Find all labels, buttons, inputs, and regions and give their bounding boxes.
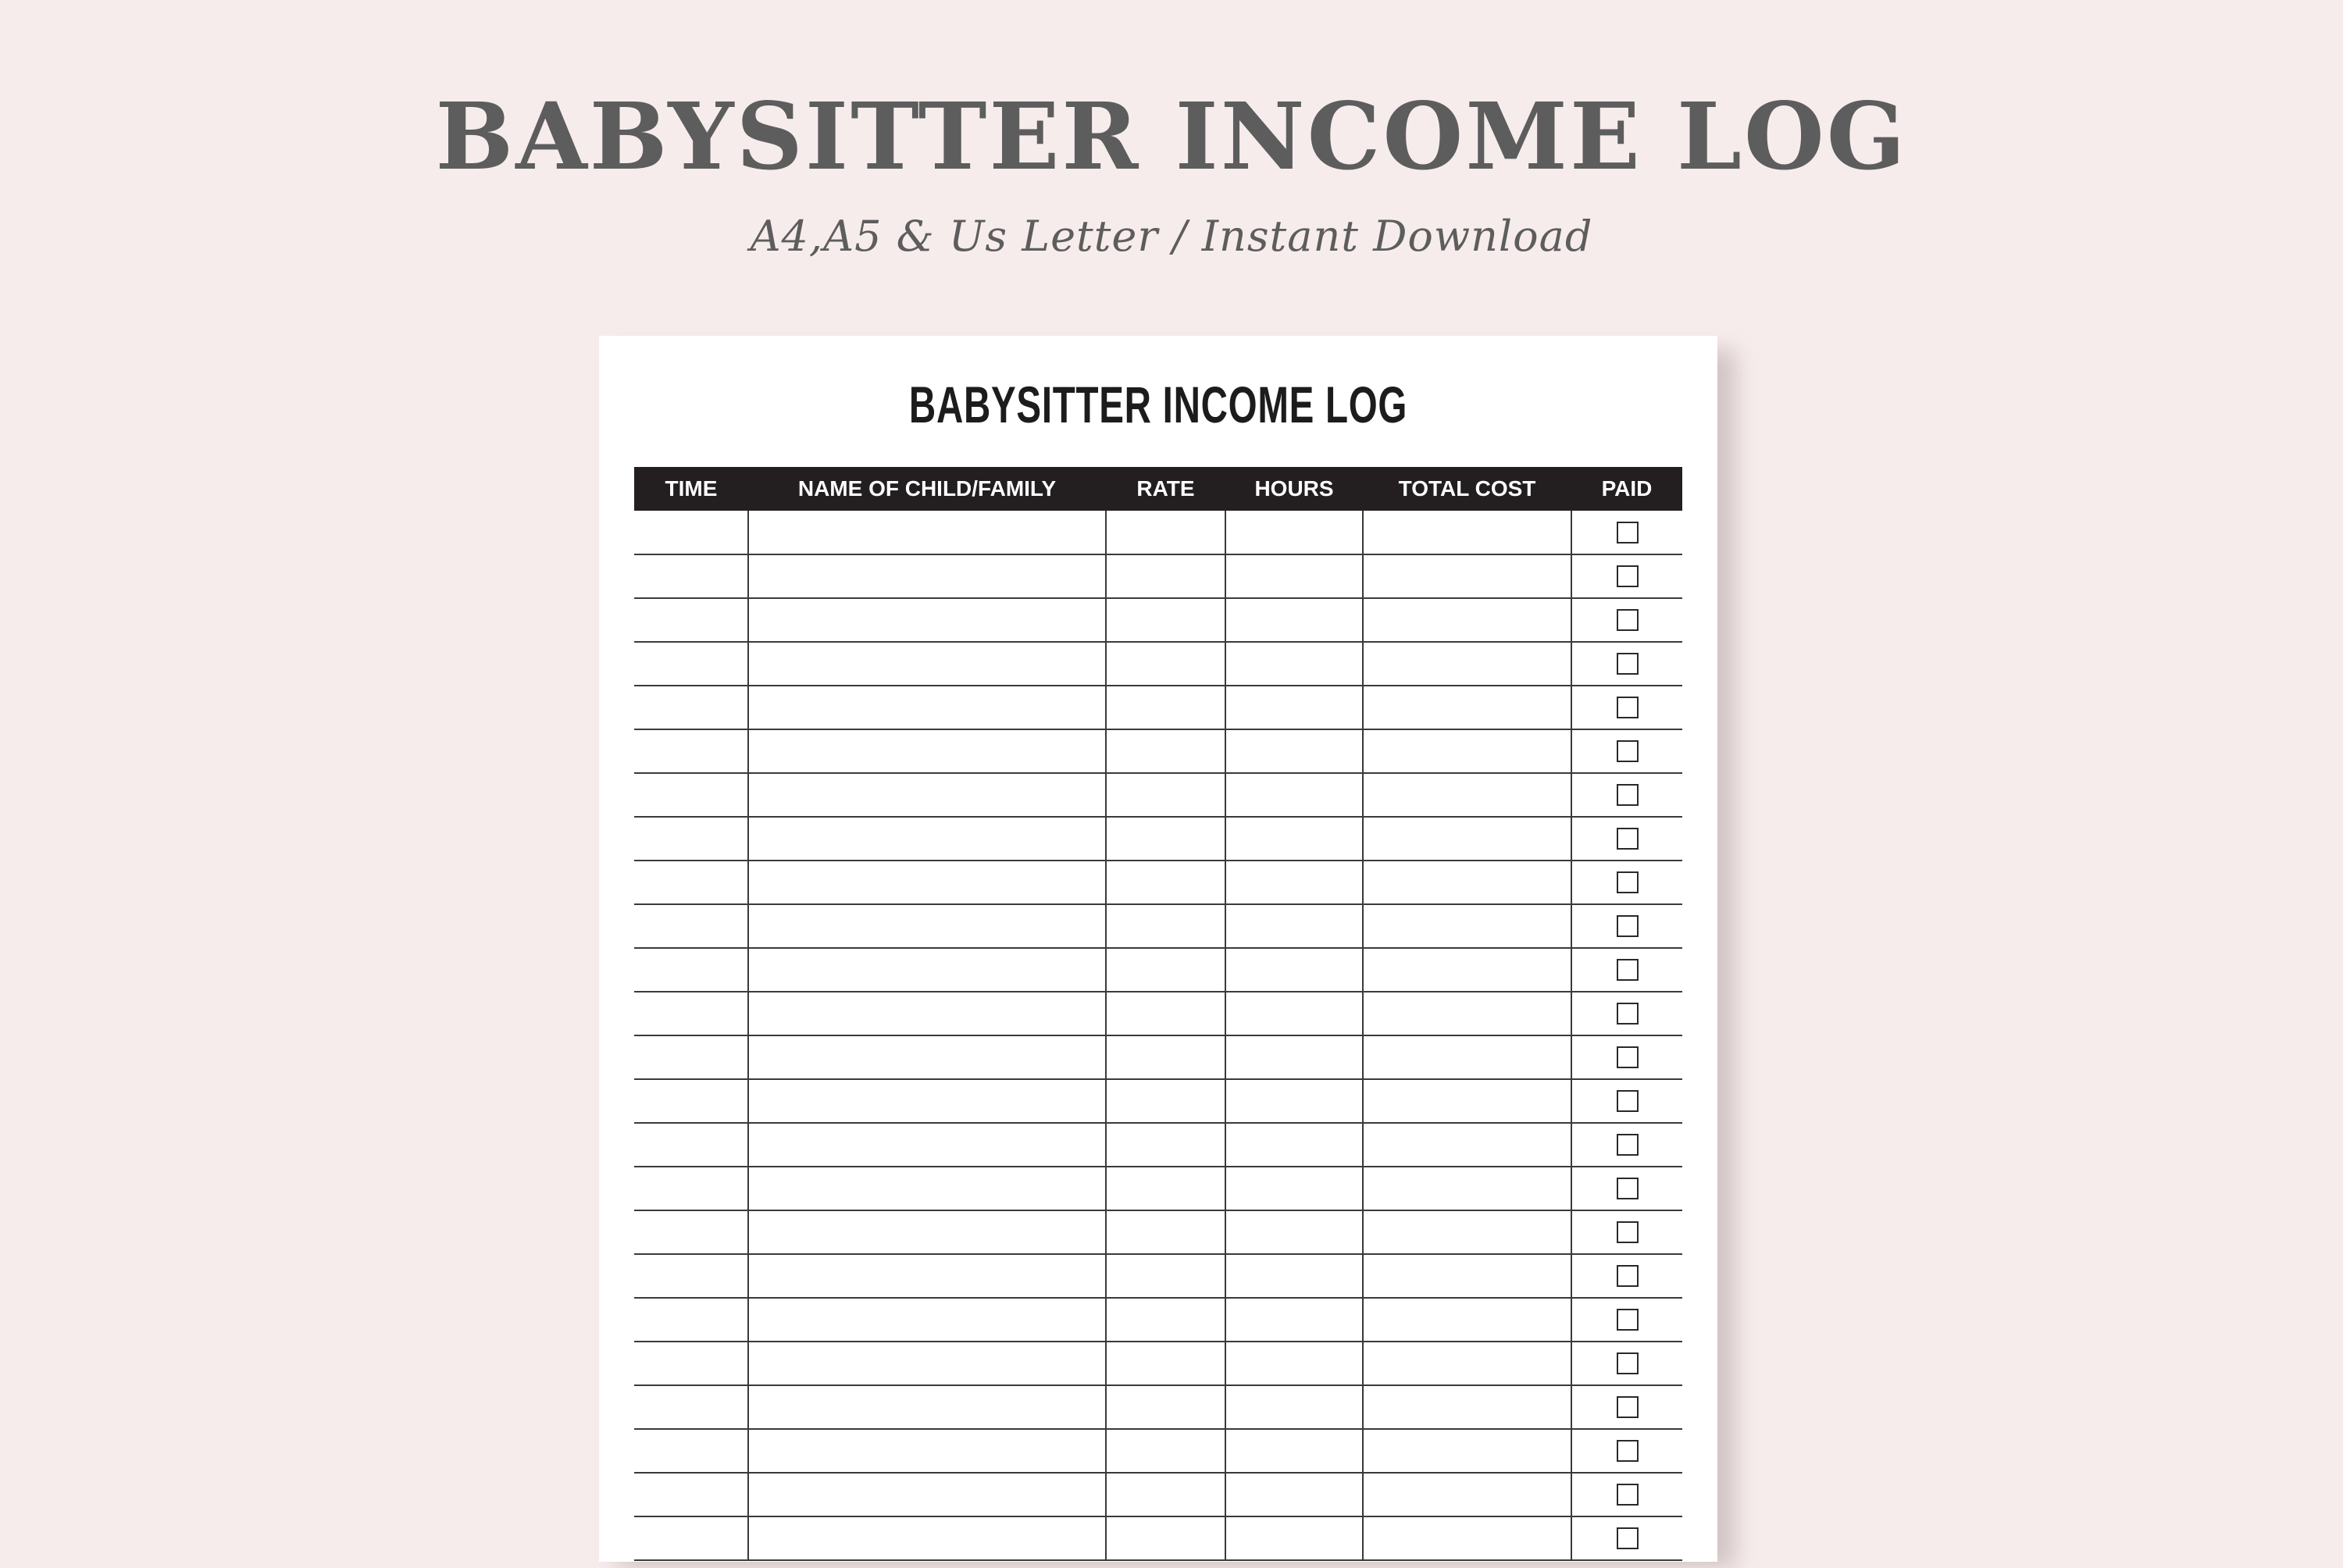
cell-name[interactable] bbox=[748, 1298, 1106, 1342]
paid-checkbox[interactable] bbox=[1617, 959, 1639, 981]
cell-hours[interactable] bbox=[1225, 686, 1363, 729]
cell-time[interactable] bbox=[634, 686, 748, 729]
cell-hours[interactable] bbox=[1225, 817, 1363, 861]
cell-hours[interactable] bbox=[1225, 729, 1363, 773]
cell-paid bbox=[1571, 686, 1682, 729]
cell-paid bbox=[1571, 1035, 1682, 1079]
cell-name[interactable] bbox=[748, 1035, 1106, 1079]
cell-paid bbox=[1571, 729, 1682, 773]
column-header-paid: PAID bbox=[1571, 467, 1682, 511]
cell-hours[interactable] bbox=[1225, 992, 1363, 1035]
cell-time[interactable] bbox=[634, 554, 748, 598]
cell-total-cost[interactable] bbox=[1363, 1473, 1571, 1516]
cell-hours[interactable] bbox=[1225, 1167, 1363, 1210]
cell-total-cost[interactable] bbox=[1363, 729, 1571, 773]
cell-name[interactable] bbox=[748, 817, 1106, 861]
cell-paid bbox=[1571, 598, 1682, 642]
cell-name[interactable] bbox=[748, 861, 1106, 904]
cell-name[interactable] bbox=[748, 554, 1106, 598]
cell-rate[interactable] bbox=[1106, 554, 1225, 598]
cell-hours[interactable] bbox=[1225, 1254, 1363, 1298]
table-row bbox=[634, 729, 1682, 773]
paid-checkbox[interactable] bbox=[1617, 1484, 1639, 1506]
cell-rate[interactable] bbox=[1106, 904, 1225, 948]
table-row bbox=[634, 511, 1682, 554]
table-row bbox=[634, 598, 1682, 642]
cell-time[interactable] bbox=[634, 861, 748, 904]
paid-checkbox[interactable] bbox=[1617, 1221, 1639, 1243]
cell-rate[interactable] bbox=[1106, 1079, 1225, 1123]
cell-hours[interactable] bbox=[1225, 1035, 1363, 1079]
table-row bbox=[634, 992, 1682, 1035]
income-log-table bbox=[634, 467, 1682, 1561]
paid-checkbox[interactable] bbox=[1617, 871, 1639, 893]
cell-rate[interactable] bbox=[1106, 1123, 1225, 1167]
paid-checkbox[interactable] bbox=[1617, 915, 1639, 937]
table-row bbox=[634, 904, 1682, 948]
paid-checkbox[interactable] bbox=[1617, 1396, 1639, 1418]
cell-rate[interactable] bbox=[1106, 1035, 1225, 1079]
table-row bbox=[634, 1254, 1682, 1298]
cell-name[interactable] bbox=[748, 904, 1106, 948]
cell-rate[interactable] bbox=[1106, 511, 1225, 554]
cell-rate[interactable] bbox=[1106, 1210, 1225, 1254]
cell-time[interactable] bbox=[634, 1079, 748, 1123]
cell-rate[interactable] bbox=[1106, 773, 1225, 817]
cell-hours[interactable] bbox=[1225, 642, 1363, 686]
cell-rate[interactable] bbox=[1106, 861, 1225, 904]
cell-paid bbox=[1571, 1167, 1682, 1210]
table-row bbox=[634, 1035, 1682, 1079]
cell-time[interactable] bbox=[634, 598, 748, 642]
cell-name[interactable] bbox=[748, 598, 1106, 642]
cell-name[interactable] bbox=[748, 1516, 1106, 1560]
cell-paid bbox=[1571, 773, 1682, 817]
cell-time[interactable] bbox=[634, 904, 748, 948]
paid-checkbox[interactable] bbox=[1617, 1352, 1639, 1374]
table-row bbox=[634, 1429, 1682, 1473]
cell-rate[interactable] bbox=[1106, 1516, 1225, 1560]
paid-checkbox[interactable] bbox=[1617, 653, 1639, 675]
column-header-name: NAME OF CHILD/FAMILY bbox=[748, 467, 1106, 511]
paid-checkbox[interactable] bbox=[1617, 1440, 1639, 1462]
cell-paid bbox=[1571, 1298, 1682, 1342]
cell-hours[interactable] bbox=[1225, 1123, 1363, 1167]
table-row bbox=[634, 1210, 1682, 1254]
cell-paid bbox=[1571, 904, 1682, 948]
table-row bbox=[634, 1342, 1682, 1385]
cell-rate[interactable] bbox=[1106, 729, 1225, 773]
cell-hours[interactable] bbox=[1225, 1473, 1363, 1516]
table-row bbox=[634, 948, 1682, 992]
cell-hours[interactable] bbox=[1225, 1342, 1363, 1385]
cell-rate[interactable] bbox=[1106, 1254, 1225, 1298]
cell-rate[interactable] bbox=[1106, 1298, 1225, 1342]
cell-total-cost[interactable] bbox=[1363, 817, 1571, 861]
table-row bbox=[634, 1079, 1682, 1123]
cell-rate[interactable] bbox=[1106, 1342, 1225, 1385]
table-row bbox=[634, 1516, 1682, 1560]
paid-checkbox[interactable] bbox=[1617, 1046, 1639, 1068]
cell-paid bbox=[1571, 1123, 1682, 1167]
cell-time[interactable] bbox=[634, 992, 748, 1035]
cell-total-cost[interactable] bbox=[1363, 992, 1571, 1035]
cell-total-cost[interactable] bbox=[1363, 1298, 1571, 1342]
cell-total-cost[interactable] bbox=[1363, 1123, 1571, 1167]
cell-time[interactable] bbox=[634, 1473, 748, 1516]
cell-time[interactable] bbox=[634, 1385, 748, 1429]
cell-total-cost[interactable] bbox=[1363, 861, 1571, 904]
cell-rate[interactable] bbox=[1106, 948, 1225, 992]
cell-total-cost[interactable] bbox=[1363, 904, 1571, 948]
cell-hours[interactable] bbox=[1225, 511, 1363, 554]
cell-name[interactable] bbox=[748, 1210, 1106, 1254]
table-row bbox=[634, 817, 1682, 861]
cell-name[interactable] bbox=[748, 1385, 1106, 1429]
paid-checkbox[interactable] bbox=[1617, 565, 1639, 587]
table-row bbox=[634, 1167, 1682, 1210]
printable-sheet bbox=[599, 336, 1717, 1562]
cell-paid bbox=[1571, 1429, 1682, 1473]
column-header-total-cost: TOTAL COST bbox=[1363, 467, 1571, 511]
cell-name[interactable] bbox=[748, 773, 1106, 817]
paid-checkbox[interactable] bbox=[1617, 828, 1639, 850]
cell-time[interactable] bbox=[634, 642, 748, 686]
cell-time[interactable] bbox=[634, 1167, 748, 1210]
cell-hours[interactable] bbox=[1225, 861, 1363, 904]
cell-rate[interactable] bbox=[1106, 992, 1225, 1035]
cell-time[interactable] bbox=[634, 729, 748, 773]
cell-total-cost[interactable] bbox=[1363, 1167, 1571, 1210]
cell-hours[interactable] bbox=[1225, 598, 1363, 642]
cell-total-cost[interactable] bbox=[1363, 1385, 1571, 1429]
cell-hours[interactable] bbox=[1225, 1298, 1363, 1342]
cell-time[interactable] bbox=[634, 948, 748, 992]
cell-time[interactable] bbox=[634, 817, 748, 861]
cell-rate[interactable] bbox=[1106, 686, 1225, 729]
cell-name[interactable] bbox=[748, 1429, 1106, 1473]
paid-checkbox[interactable] bbox=[1617, 697, 1639, 718]
table-row bbox=[634, 1385, 1682, 1429]
cell-total-cost[interactable] bbox=[1363, 948, 1571, 992]
cell-rate[interactable] bbox=[1106, 1473, 1225, 1516]
cell-name[interactable] bbox=[748, 992, 1106, 1035]
cell-rate[interactable] bbox=[1106, 1167, 1225, 1210]
cell-total-cost[interactable] bbox=[1363, 1342, 1571, 1385]
paid-checkbox[interactable] bbox=[1617, 1178, 1639, 1199]
table-row bbox=[634, 554, 1682, 598]
cell-name[interactable] bbox=[748, 1254, 1106, 1298]
cell-name[interactable] bbox=[748, 1473, 1106, 1516]
cell-name[interactable] bbox=[748, 686, 1106, 729]
cell-total-cost[interactable] bbox=[1363, 1210, 1571, 1254]
cell-total-cost[interactable] bbox=[1363, 1254, 1571, 1298]
cell-name[interactable] bbox=[748, 642, 1106, 686]
cell-name[interactable] bbox=[748, 729, 1106, 773]
column-header-rate: RATE bbox=[1106, 467, 1225, 511]
cell-paid bbox=[1571, 511, 1682, 554]
cell-name[interactable] bbox=[748, 1167, 1106, 1210]
cell-total-cost[interactable] bbox=[1363, 773, 1571, 817]
page-subtitle: A4,A5 & Us Letter / Instant Download bbox=[750, 212, 1593, 261]
cell-total-cost[interactable] bbox=[1363, 1429, 1571, 1473]
table-header-row bbox=[634, 467, 1682, 511]
cell-paid bbox=[1571, 861, 1682, 904]
cell-time[interactable] bbox=[634, 1298, 748, 1342]
cell-time[interactable] bbox=[634, 1035, 748, 1079]
table-row bbox=[634, 1473, 1682, 1516]
paid-checkbox[interactable] bbox=[1617, 1265, 1639, 1287]
cell-hours[interactable] bbox=[1225, 1210, 1363, 1254]
cell-total-cost[interactable] bbox=[1363, 554, 1571, 598]
cell-paid bbox=[1571, 1385, 1682, 1429]
cell-hours[interactable] bbox=[1225, 1385, 1363, 1429]
table-row bbox=[634, 773, 1682, 817]
cell-time[interactable] bbox=[634, 1210, 748, 1254]
cell-rate[interactable] bbox=[1106, 1385, 1225, 1429]
paid-checkbox[interactable] bbox=[1617, 522, 1639, 543]
cell-paid bbox=[1571, 1210, 1682, 1254]
cell-time[interactable] bbox=[634, 1123, 748, 1167]
sheet-title: BABYSITTER INCOME LOG bbox=[908, 376, 1408, 433]
cell-paid bbox=[1571, 1342, 1682, 1385]
table-row bbox=[634, 686, 1682, 729]
cell-hours[interactable] bbox=[1225, 1516, 1363, 1560]
paid-checkbox[interactable] bbox=[1617, 1309, 1639, 1331]
cell-rate[interactable] bbox=[1106, 642, 1225, 686]
cell-name[interactable] bbox=[748, 948, 1106, 992]
cell-name[interactable] bbox=[748, 511, 1106, 554]
cell-hours[interactable] bbox=[1225, 904, 1363, 948]
cell-time[interactable] bbox=[634, 1254, 748, 1298]
paid-checkbox[interactable] bbox=[1617, 784, 1639, 806]
cell-time[interactable] bbox=[634, 773, 748, 817]
cell-total-cost[interactable] bbox=[1363, 686, 1571, 729]
cell-name[interactable] bbox=[748, 1079, 1106, 1123]
page-title: BABYSITTER INCOME LOG bbox=[435, 82, 1908, 191]
cell-hours[interactable] bbox=[1225, 1429, 1363, 1473]
cell-rate[interactable] bbox=[1106, 598, 1225, 642]
cell-paid bbox=[1571, 554, 1682, 598]
cell-hours[interactable] bbox=[1225, 1079, 1363, 1123]
cell-time[interactable] bbox=[634, 1429, 748, 1473]
cell-name[interactable] bbox=[748, 1342, 1106, 1385]
cell-total-cost[interactable] bbox=[1363, 598, 1571, 642]
cell-paid bbox=[1571, 817, 1682, 861]
cell-paid bbox=[1571, 1254, 1682, 1298]
cell-rate[interactable] bbox=[1106, 817, 1225, 861]
cell-paid bbox=[1571, 948, 1682, 992]
cell-paid bbox=[1571, 642, 1682, 686]
paid-checkbox[interactable] bbox=[1617, 1090, 1639, 1112]
column-header-time: TIME bbox=[634, 467, 748, 511]
table-row bbox=[634, 642, 1682, 686]
cell-total-cost[interactable] bbox=[1363, 1079, 1571, 1123]
cell-time[interactable] bbox=[634, 1342, 748, 1385]
column-header-hours: HOURS bbox=[1225, 467, 1363, 511]
table-body bbox=[634, 511, 1682, 1560]
cell-name[interactable] bbox=[748, 1123, 1106, 1167]
cell-total-cost[interactable] bbox=[1363, 511, 1571, 554]
cell-paid bbox=[1571, 1079, 1682, 1123]
table-row bbox=[634, 1298, 1682, 1342]
cell-hours[interactable] bbox=[1225, 773, 1363, 817]
paid-checkbox[interactable] bbox=[1617, 740, 1639, 762]
cell-total-cost[interactable] bbox=[1363, 1035, 1571, 1079]
paid-checkbox[interactable] bbox=[1617, 1003, 1639, 1025]
cell-total-cost[interactable] bbox=[1363, 642, 1571, 686]
cell-hours[interactable] bbox=[1225, 554, 1363, 598]
paid-checkbox[interactable] bbox=[1617, 609, 1639, 631]
cell-rate[interactable] bbox=[1106, 1429, 1225, 1473]
paid-checkbox[interactable] bbox=[1617, 1134, 1639, 1156]
paid-checkbox[interactable] bbox=[1617, 1527, 1639, 1549]
cell-total-cost[interactable] bbox=[1363, 1516, 1571, 1560]
cell-time[interactable] bbox=[634, 511, 748, 554]
cell-paid bbox=[1571, 1473, 1682, 1516]
table-row bbox=[634, 861, 1682, 904]
cell-paid bbox=[1571, 1516, 1682, 1560]
cell-paid bbox=[1571, 992, 1682, 1035]
table-row bbox=[634, 1123, 1682, 1167]
cell-time[interactable] bbox=[634, 1516, 748, 1560]
cell-hours[interactable] bbox=[1225, 948, 1363, 992]
